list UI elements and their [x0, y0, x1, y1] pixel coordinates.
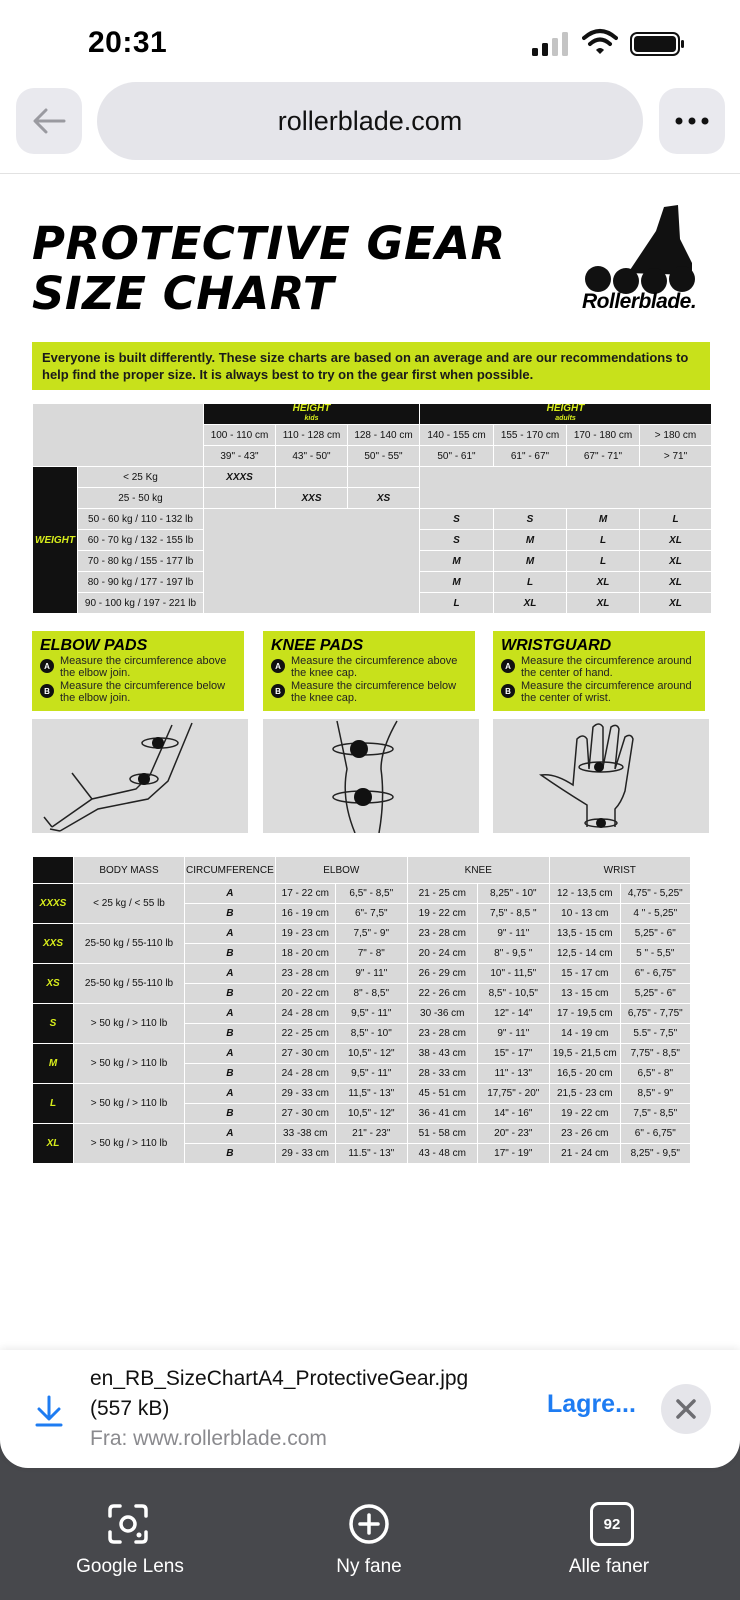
measurement-cell: 9" - 11" — [477, 1024, 549, 1044]
size-label: XL — [33, 1124, 74, 1164]
measurement-cell: 23 - 28 cm — [407, 1024, 477, 1044]
download-source: Fra: www.rollerblade.com — [90, 1427, 327, 1450]
measurement-cell: 30 -36 cm — [407, 1004, 477, 1024]
knee-pads-card: KNEE PADS A Measure the circumference above the knee cap. B Measure the circumference below the knee cap. — [263, 631, 475, 711]
measurement-cell: 51 - 58 cm — [407, 1124, 477, 1144]
measurement-cell: 11,5" - 13" — [335, 1084, 407, 1104]
url-text: rollerblade.com — [277, 105, 463, 136]
measurement-cell: 22 - 26 cm — [407, 984, 477, 1004]
measurement-cell: 16 - 19 cm — [275, 904, 335, 924]
measurement-cell: 45 - 51 cm — [407, 1084, 477, 1104]
measurement-cell: 27 - 30 cm — [275, 1104, 335, 1124]
measurement-cell: 20" - 23" — [477, 1124, 549, 1144]
wifi-icon — [582, 28, 618, 56]
measurement-cell: 17 - 19,5 cm — [549, 1004, 620, 1024]
wristguard-card: WRISTGUARD A Measure the circumference around the center of hand. B Measure the circumference around the center of wrist. — [493, 631, 705, 711]
measurement-cell: 7,5" - 8,5" — [620, 1104, 690, 1124]
elbow-illustration — [32, 719, 248, 833]
measurement-cell: 24 - 28 cm — [275, 1064, 335, 1084]
measurement-cell: 29 - 33 cm — [275, 1144, 335, 1164]
measurement-cell: 24 - 28 cm — [275, 1004, 335, 1024]
more-options-button[interactable] — [659, 88, 725, 154]
measurement-cell: 10,5" - 12" — [335, 1044, 407, 1064]
measurement-cell: 7" - 8" — [335, 944, 407, 964]
status-time: 20:31 — [88, 26, 168, 59]
measurement-cell: 13 - 15 cm — [549, 984, 620, 1004]
back-button[interactable] — [16, 88, 82, 154]
circumference-cell: A — [185, 964, 276, 984]
body-mass-cell: > 50 kg / > 110 lb — [74, 1004, 185, 1044]
measurement-cell: 12,5 - 14 cm — [549, 944, 620, 964]
measurement-cell: 17" - 19" — [477, 1144, 549, 1164]
measurement-cell: 8,5" - 10" — [335, 1024, 407, 1044]
table-row — [33, 964, 691, 984]
circumference-cell: A — [185, 1044, 276, 1064]
elbow-pads-card: ELBOW PADS A Measure the circumference above the elbow join. B Measure the circumference below the elbow join. — [32, 631, 244, 711]
all-tabs-button[interactable]: Alle faner — [568, 1556, 650, 1577]
close-icon — [674, 1397, 698, 1421]
measurement-cell: 10 - 13 cm — [549, 904, 620, 924]
knee-illustration — [263, 719, 479, 833]
measurement-cell: 19 - 23 cm — [275, 924, 335, 944]
measurement-cell: 8,5" - 9" — [620, 1084, 690, 1104]
download-filesize: (557 kB) — [90, 1397, 170, 1420]
height-adults-header: HEIGHT adults — [420, 404, 712, 425]
browser-top-bar — [0, 80, 740, 174]
measurement-cell: 14" - 16" — [477, 1104, 549, 1124]
measurement-cell: 7,5" - 8,5 " — [477, 904, 549, 924]
measurement-cell: 15 - 17 cm — [549, 964, 620, 984]
measurement-cell: 8,25" - 9,5" — [620, 1144, 690, 1164]
measurement-cell: 5 " - 5,5" — [620, 944, 690, 964]
tab-count-icon[interactable]: 92 — [590, 1502, 634, 1546]
new-tab-button[interactable]: Ny fane — [336, 1556, 402, 1577]
measurement-cell: 8" - 9,5 " — [477, 944, 549, 964]
height-weight-size-table: HEIGHT kids HEIGHT adults 100 - 110 cm 110 - 128 cm 128 - 140 cm 140 - 155 cm 155 - 170 cm 170 - 180 cm > 180 cm 39" - 43" 43" - 50" 50" - 55" 50" - 61" 61" - 67" 67" - 71" > 71" WEIGHT < 25 Kg XXXS 25 - 50 kg XXS XS 50 - 60 kg / 110 - 132 lb S S M L 60 - 70 kg / 132 - 155 lb S M L XL 70 - 80 kg / 155 - 177 lb M M L XL 80 - 90 kg / 177 - 197 lb M L XL XL 90 - 100 kg / 197 - 221 lb L XL XL XL — [32, 403, 712, 614]
measurement-cell: 9,5" - 11" — [335, 1004, 407, 1024]
measurement-cell: 11.5" - 13" — [335, 1144, 407, 1164]
measurement-cell: 15" - 17" — [477, 1044, 549, 1064]
size-label: XS — [33, 964, 74, 1004]
badge-b-icon: B — [40, 684, 54, 698]
measurement-cell: 19,5 - 21,5 cm — [549, 1044, 620, 1064]
measurement-cell: 12 - 13,5 cm — [549, 884, 620, 904]
measurement-cell: 38 - 43 cm — [407, 1044, 477, 1064]
measurement-cell: 9" - 11" — [335, 964, 407, 984]
status-bar — [0, 0, 740, 80]
body-mass-cell: 25-50 kg / 55-110 lb — [74, 964, 185, 1004]
size-chart-image — [0, 175, 740, 1350]
badge-b-icon: B — [501, 684, 515, 698]
measurement-table: BODY MASS CIRCUMFERENCE ELBOW KNEE WRIST XXXS < 25 kg / < 55 lb A 17 - 22 cm 6,5" - 8,5" 21 - 25 cm 8,25" - 10" 12 - 13,5 cm 4,75" - 5,25" B 16 - 19 cm 6"- 7,5" 19 - 22 cm 7,5" - 8,5 " 10 - 13 cm 4 " - 5,25" XXS 25-50 kg / 55-110 lb A 19 - 23 cm 7,5" - 9" 23 - 28 cm 9" - 11" 13,5 - 15 cm 5,25" - 6" B 18 - 20 cm 7" - 8" 20 - 24 cm 8" - 9,5 " 12,5 - 14 cm 5 " - 5,5" XS 25-50 kg / 55-110 lb A 23 - 28 cm 9" - 11" 26 - 29 cm 10" - 11,5" 15 - 17 cm 6" - 6,75" B 20 - 22 cm 8" - 8,5" 22 - 26 cm 8,5" - 10,5" 13 - 15 cm 5,25" - 6" S > 50 kg / > 110 lb A 24 - 28 cm 9,5" - 11" 30 -36 cm 12" - 14" 17 - 19,5 cm 6,75" - 7,75" B 22 - 25 cm 8,5" - 10" 23 - 28 cm 9" - 11" 14 - 19 cm 5.5" - 7,5" M > 50 kg / > 110 lb A 27 - 30 cm 10,5" - 12" 38 - 43 cm 15" - 17" 19,5 - 21,5 cm 7,75" - 8,5" B 24 - 28 cm 9,5" - 11" 28 - 33 cm 11" - 13" 16,5 - 20 cm 6,5" - 8" L > 50 kg / > 110 lb A 29 - 33 cm 11,5" - 13" 45 - 51 cm 17,75" - 20" 21,5 - 23 cm 8,5" - 9" B 27 - 30 cm 10,5" - 12" 36 - 41 cm 14" - 16" 19 - 22 cm 7,5" - 8,5" XL > 50 kg / > 110 lb A 33 -38 cm 21" - 23" 51 - 58 cm 20" - 23" 23 - 26 cm 6" - 6,75" B 29 - 33 cm 11.5" - 13" 43 - 48 cm 17" - 19" 21 - 24 cm 8,25" - 9,5" — [32, 856, 691, 1164]
measurement-cell: 21 - 25 cm — [407, 884, 477, 904]
measurement-cell: 36 - 41 cm — [407, 1104, 477, 1124]
measurement-cell: 19 - 22 cm — [549, 1104, 620, 1124]
measurement-cell: 6" - 6,75" — [620, 964, 690, 984]
measurement-cell: 10,5" - 12" — [335, 1104, 407, 1124]
measurement-cell: 13,5 - 15 cm — [549, 924, 620, 944]
table-row — [33, 1084, 691, 1104]
measurement-cell: 23 - 28 cm — [275, 964, 335, 984]
body-mass-cell: < 25 kg / < 55 lb — [74, 884, 185, 924]
measurement-cell: 29 - 33 cm — [275, 1084, 335, 1104]
measurement-cell: 20 - 24 cm — [407, 944, 477, 964]
intro-banner: Everyone is built differently. These size charts are based on an average and are our recommendations to help find the proper size. It is always best to try on the gear first when possible. — [32, 342, 710, 390]
google-lens-icon[interactable] — [106, 1502, 150, 1546]
measurement-cell: 27 - 30 cm — [275, 1044, 335, 1064]
hand-illustration — [493, 719, 709, 833]
plus-circle-icon[interactable] — [347, 1502, 391, 1546]
measurement-cell: 28 - 33 cm — [407, 1064, 477, 1084]
table-row — [33, 1124, 691, 1144]
circumference-cell: B — [185, 1024, 276, 1044]
measurement-cell: 21 - 24 cm — [549, 1144, 620, 1164]
measurement-cell: 21" - 23" — [335, 1124, 407, 1144]
measurement-cell: 6,5" - 8,5" — [335, 884, 407, 904]
measurement-cell: 5,25" - 6" — [620, 984, 690, 1004]
measurement-cell: 6"- 7,5" — [335, 904, 407, 924]
measurement-cell: 23 - 28 cm — [407, 924, 477, 944]
body-mass-cell: > 50 kg / > 110 lb — [74, 1044, 185, 1084]
measurement-cell: 6" - 6,75" — [620, 1124, 690, 1144]
body-mass-cell: > 50 kg / > 110 lb — [74, 1124, 185, 1164]
table-row — [33, 884, 691, 904]
measurement-cell: 23 - 26 cm — [549, 1124, 620, 1144]
measurement-cell: 14 - 19 cm — [549, 1024, 620, 1044]
measurement-cell: 7,75" - 8,5" — [620, 1044, 690, 1064]
circumference-cell: B — [185, 904, 276, 924]
measurement-cell: 12" - 14" — [477, 1004, 549, 1024]
circumference-cell: A — [185, 1084, 276, 1104]
measurement-cell: 11" - 13" — [477, 1064, 549, 1084]
measurement-cell: 16,5 - 20 cm — [549, 1064, 620, 1084]
weight-label: WEIGHT — [33, 467, 78, 614]
circumference-cell: A — [185, 884, 276, 904]
size-label: XXS — [33, 924, 74, 964]
table-row — [33, 1004, 691, 1024]
circumference-cell: A — [185, 1124, 276, 1144]
circumference-cell: B — [185, 1064, 276, 1084]
measurement-cell: 5,25" - 6" — [620, 924, 690, 944]
chart-title: PROTECTIVE GEAR SIZE CHART — [32, 217, 506, 320]
height-kids-header: HEIGHT kids — [204, 404, 420, 425]
measurement-cell: 33 -38 cm — [275, 1124, 335, 1144]
body-mass-cell: > 50 kg / > 110 lb — [74, 1084, 185, 1124]
measurement-cell: 21,5 - 23 cm — [549, 1084, 620, 1104]
measurement-cell: 20 - 22 cm — [275, 984, 335, 1004]
circumference-cell: B — [185, 944, 276, 964]
measurement-cell: 4 " - 5,25" — [620, 904, 690, 924]
close-download-button[interactable] — [661, 1384, 711, 1434]
circumference-cell: B — [185, 984, 276, 1004]
google-lens-button[interactable]: Google Lens — [76, 1556, 184, 1577]
measurement-cell: 26 - 29 cm — [407, 964, 477, 984]
badge-a-icon: A — [501, 659, 515, 673]
measurement-cell: 7,5" - 9" — [335, 924, 407, 944]
circumference-cell: A — [185, 1004, 276, 1024]
measurement-cell: 6,5" - 8" — [620, 1064, 690, 1084]
size-label: M — [33, 1044, 74, 1084]
table-row — [33, 1044, 691, 1064]
download-icon[interactable] — [34, 1394, 64, 1428]
measurement-cell: 43 - 48 cm — [407, 1144, 477, 1164]
download-filename: en_RB_SizeChartA4_ProtectiveGear.jpg — [90, 1367, 469, 1390]
badge-a-icon: A — [40, 659, 54, 673]
measurement-cell: 4,75" - 5,25" — [620, 884, 690, 904]
size-label: L — [33, 1084, 74, 1124]
measurement-cell: 6,75" - 7,75" — [620, 1004, 690, 1024]
measurement-cell: 17 - 22 cm — [275, 884, 335, 904]
measurement-cell: 8,25" - 10" — [477, 884, 549, 904]
body-mass-cell: 25-50 kg / 55-110 lb — [74, 924, 185, 964]
cellular-signal-icon — [532, 32, 572, 56]
badge-a-icon: A — [271, 659, 285, 673]
size-label: S — [33, 1004, 74, 1044]
circumference-cell: A — [185, 924, 276, 944]
arrow-left-icon — [32, 107, 66, 135]
measurement-cell: 9,5" - 11" — [335, 1064, 407, 1084]
measurement-cell: 5.5" - 7,5" — [620, 1024, 690, 1044]
circumference-cell: B — [185, 1104, 276, 1124]
measurement-cell: 18 - 20 cm — [275, 944, 335, 964]
brand-name: Rollerblade. — [582, 290, 697, 313]
measurement-cell: 8" - 8,5" — [335, 984, 407, 1004]
save-download-button[interactable]: Lagre... — [547, 1390, 636, 1418]
measurement-cell: 10" - 11,5" — [477, 964, 549, 984]
battery-icon — [630, 32, 686, 56]
ellipsis-icon — [675, 117, 709, 125]
size-label: XXXS — [33, 884, 74, 924]
badge-b-icon: B — [271, 684, 285, 698]
download-banner — [0, 1350, 740, 1468]
measurement-cell: 19 - 22 cm — [407, 904, 477, 924]
address-bar[interactable] — [97, 82, 643, 160]
measurement-cell: 17,75" - 20" — [477, 1084, 549, 1104]
circumference-cell: B — [185, 1144, 276, 1164]
measurement-cell: 9" - 11" — [477, 924, 549, 944]
measurement-cell: 22 - 25 cm — [275, 1024, 335, 1044]
table-row — [33, 924, 691, 944]
measurement-cell: 8,5" - 10,5" — [477, 984, 549, 1004]
